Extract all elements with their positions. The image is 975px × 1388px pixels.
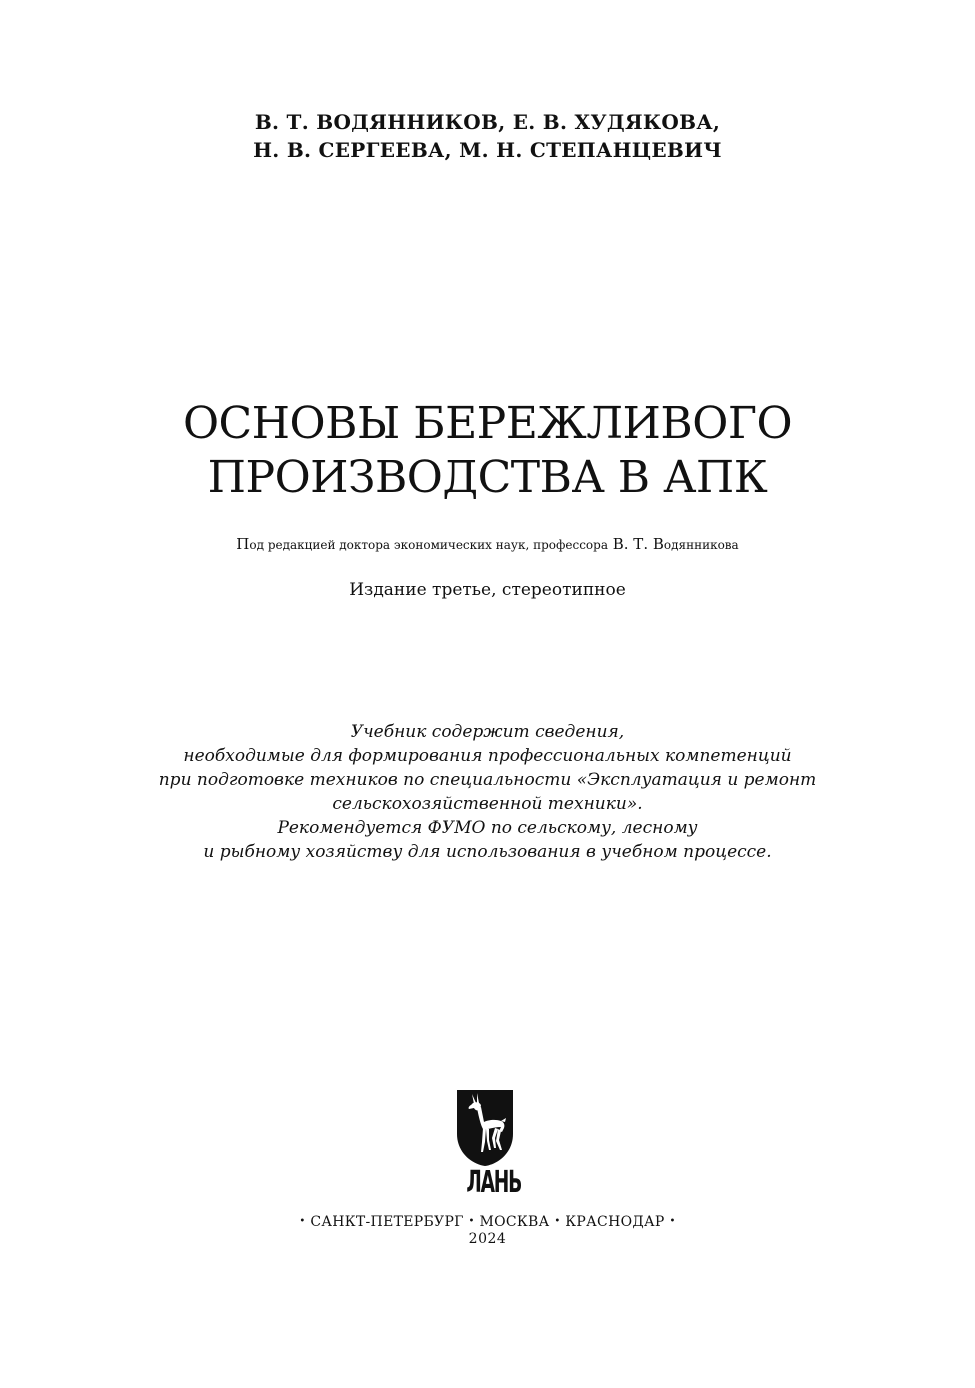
- logo-wordmark: ЛАНЬ: [466, 1165, 522, 1200]
- doe-shield-icon: [455, 1088, 515, 1168]
- authors-line-2: Н. В. СЕРГЕЕВА, М. Н. СТЕПАНЦЕВИЧ: [253, 138, 722, 162]
- title-line-2: ПРОИЗВОДСТВА В АПК: [207, 452, 768, 503]
- separator-dot: •: [299, 1216, 306, 1227]
- annotation-line-6: и рыбному хозяйству для использования в учебном процессе.: [203, 842, 772, 862]
- annotation-line-3: при подготовке техников по специальности «Эксплуатация и ремонт: [158, 770, 817, 790]
- editor-smallcaps-1: од редакцией доктора экономических наук, профессора: [249, 538, 608, 552]
- book-title: [0, 397, 975, 505]
- separator-dot: •: [554, 1216, 561, 1227]
- annotation-line-5: Рекомендуется ФУМО по сельскому, лесному: [277, 818, 698, 838]
- separator-dot: •: [468, 1216, 475, 1227]
- city-krasnodar: КРАСНОДАР: [565, 1214, 665, 1230]
- annotation-block: [0, 720, 975, 864]
- authors-line-1: В. Т. ВОДЯННИКОВ, Е. В. ХУДЯКОВА,: [254, 110, 721, 134]
- annotation-line-2: необходимые для формирования профессиональных компетенций: [183, 746, 792, 766]
- editor-line: [0, 533, 975, 556]
- publication-year: 2024: [468, 1231, 507, 1247]
- annotation-line-1: Учебник содержит сведения,: [350, 722, 625, 742]
- editor-smallcaps-2: одянникова: [663, 538, 739, 552]
- city-moscow: МОСКВА: [479, 1214, 550, 1230]
- editor-name: В. Т. В: [607, 535, 664, 553]
- editor-lead: П: [236, 535, 250, 553]
- authors-block: [0, 108, 975, 164]
- annotation-line-4: сельскохозяйственной техники».: [332, 794, 643, 814]
- edition-note: Издание третье, стереотипное: [349, 580, 626, 600]
- title-line-1: ОСНОВЫ БЕРЕЖЛИВОГО: [182, 398, 793, 449]
- separator-dot: •: [669, 1216, 676, 1227]
- publisher-logo: [455, 1088, 522, 1208]
- city-spb: САНКТ-ПЕТЕРБУРГ: [310, 1214, 464, 1230]
